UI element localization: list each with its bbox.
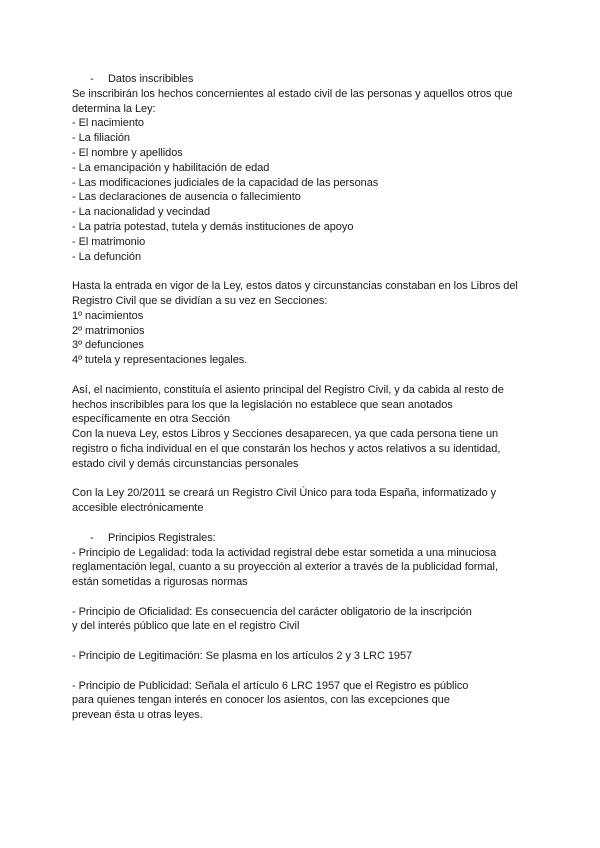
paragraph-line: Hasta la entrada en vigor de la Ley, estos datos y circunstancias constaban en los Libros del	[72, 280, 518, 293]
paragraph-line: Con la nueva Ley, estos Libros y Secciones desaparecen, ya que cada persona tiene un	[72, 428, 499, 441]
list-item: 1º nacimientos	[72, 309, 144, 322]
paragraph-line: Con la Ley 20/2011 se creará un Registro Civil Único para toda España, informatizado y	[72, 487, 497, 500]
paragraph-line: registro o ficha individual en el que constarán los hechos y actos relativos a su identidad,	[72, 442, 501, 455]
heading-text: Principios Registrales:	[108, 531, 216, 544]
list-item: - El matrimonio	[72, 235, 146, 248]
list-item: - La emancipación y habilitación de edad	[72, 161, 270, 174]
paragraph-line: Registro Civil que se dividían a su vez en Secciones:	[72, 294, 328, 307]
list-item: - El nacimiento	[72, 117, 145, 130]
spacer	[72, 634, 532, 649]
paragraph-line: reglamentación legal, cuanto a su proyección al exterior a través de la publicidad formal,	[72, 561, 498, 574]
spacer	[72, 516, 532, 531]
spacer	[72, 664, 532, 679]
list-item: - La patria potestad, tutela y demás instituciones de apoyo	[72, 220, 354, 233]
paragraph-line: Así, el nacimiento, constituía el asiento principal del Registro Civil, y da cabida al resto de	[72, 383, 504, 396]
spacer	[72, 264, 532, 279]
document-page	[72, 72, 532, 723]
bullet-dash: -	[90, 73, 94, 85]
spacer	[72, 590, 532, 605]
paragraph-line: hechos inscribibles para los que la legislación no establece que sean anotados	[72, 398, 453, 411]
section-heading-datos	[72, 72, 532, 87]
paragraph-line: prevean ésta u otras leyes.	[72, 709, 203, 722]
paragraph-line: determina la Ley:	[72, 102, 156, 115]
paragraph-line: específicamente en otra Sección	[72, 413, 231, 426]
paragraph-line: estado civil y demás circunstancias personales	[72, 457, 299, 470]
heading-text: Datos inscribibles	[108, 73, 194, 85]
paragraph-line: para quienes tengan interés en conocer los asientos, con las excepciones que	[72, 694, 450, 707]
list-item: - La filiación	[72, 132, 130, 145]
paragraph-line: están sometidas a rigurosas normas	[72, 576, 248, 589]
spacer	[72, 472, 532, 487]
paragraph-line: accesible electrónicamente	[72, 502, 204, 515]
section-heading-principios	[72, 531, 532, 546]
list-item: - Las modificaciones judiciales de la capacidad de las personas	[72, 176, 379, 189]
list-item: - La defunción	[72, 250, 142, 263]
bullet-dash: -	[90, 531, 94, 544]
paragraph-line: Se inscribirán los hechos concernientes al estado civil de las personas y aquellos otros que	[72, 87, 513, 100]
list-item: - El nombre y apellidos	[72, 146, 183, 159]
list-item: 3º defunciones	[72, 339, 144, 352]
paragraph-line: - Principio de Legalidad: toda la actividad registral debe estar sometida a una minuciosa	[72, 546, 497, 559]
list-item: - Las declaraciones de ausencia o fallecimiento	[72, 191, 301, 204]
spacer	[72, 368, 532, 383]
list-item: 4º tutela y representaciones legales.	[72, 354, 248, 367]
paragraph-line: - Principio de Oficialidad: Es consecuencia del carácter obligatorio de la inscripción	[72, 605, 472, 618]
paragraph-line: y del interés público que late en el registro Civil	[72, 620, 300, 633]
paragraph-line: - Principio de Legitimación: Se plasma en los artículos 2 y 3 LRC 1957	[72, 650, 413, 663]
list-item: - La nacionalidad y vecindad	[72, 206, 211, 219]
list-item: 2º matrimonios	[72, 324, 145, 337]
paragraph-line: - Principio de Publicidad: Señala el artículo 6 LRC 1957 que el Registro es público	[72, 679, 469, 692]
